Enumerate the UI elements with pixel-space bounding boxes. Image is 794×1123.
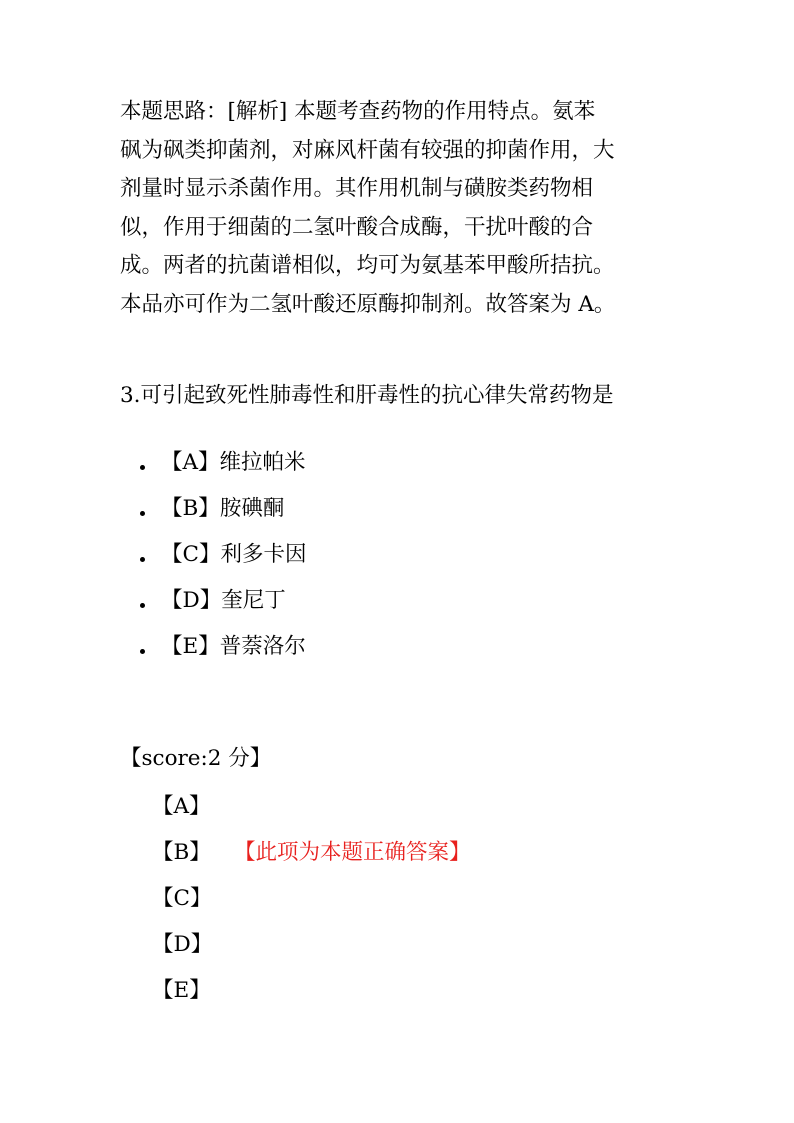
answer-key: 【D】 <box>152 932 213 957</box>
correct-answer-note: 【此项为本题正确答案】 <box>234 840 471 865</box>
option-text: 奎尼丁 <box>221 588 286 613</box>
bullet-icon <box>140 465 145 470</box>
option-e <box>140 624 306 670</box>
option-key: 【D】 <box>161 588 222 613</box>
option-list <box>140 440 306 670</box>
explanation-paragraph <box>120 93 680 324</box>
answer-row-d <box>152 928 471 974</box>
answer-key: 【A】 <box>152 794 211 819</box>
option-text: 普萘洛尔 <box>219 634 306 659</box>
bullet-icon <box>140 511 145 516</box>
option-key: 【C】 <box>161 542 221 567</box>
explanation-line: 成。两者的抗菌谱相似，均可为氨基苯甲酸所拮抗。 <box>120 253 615 278</box>
option-text: 维拉帕米 <box>219 450 306 475</box>
answer-key: 【C】 <box>152 886 212 911</box>
answer-key: 【B】 <box>152 840 211 865</box>
option-text: 利多卡因 <box>220 542 307 567</box>
answer-row-c <box>152 882 471 928</box>
question-text: 3.可引起致死性肺毒性和肝毒性的抗心律失常药物是 <box>120 383 614 408</box>
explanation-line: 似，作用于细菌的二氢叶酸合成酶，干扰叶酸的合 <box>120 214 594 240</box>
bullet-icon <box>140 603 145 608</box>
answer-row-b <box>152 836 471 882</box>
bullet-icon <box>140 557 145 562</box>
option-a <box>140 440 306 486</box>
explanation-line: 本题思路：[解析] 本题考查药物的作用特点。氨苯 <box>120 99 596 124</box>
explanation-line: 砜为砜类抑菌剂，对麻风杆菌有较强的抑菌作用，大 <box>120 137 615 163</box>
option-c <box>140 532 306 578</box>
score-label: 【score:2 分】 <box>120 746 272 771</box>
option-d <box>140 578 306 624</box>
option-key: 【E】 <box>161 634 220 659</box>
option-key: 【A】 <box>161 450 220 475</box>
answer-key: 【E】 <box>152 978 211 1003</box>
option-key: 【B】 <box>161 496 220 521</box>
answer-list <box>152 790 471 1020</box>
explanation-line: 本品亦可作为二氢叶酸还原酶抑制剂。故答案为 A。 <box>120 291 616 317</box>
option-text: 胺碘酮 <box>219 496 285 521</box>
bullet-icon <box>140 649 145 654</box>
answer-row-a <box>152 790 471 836</box>
explanation-line: 剂量时显示杀菌作用。其作用机制与磺胺类药物相 <box>120 176 594 201</box>
option-b <box>140 486 306 532</box>
answer-row-e <box>152 974 471 1020</box>
